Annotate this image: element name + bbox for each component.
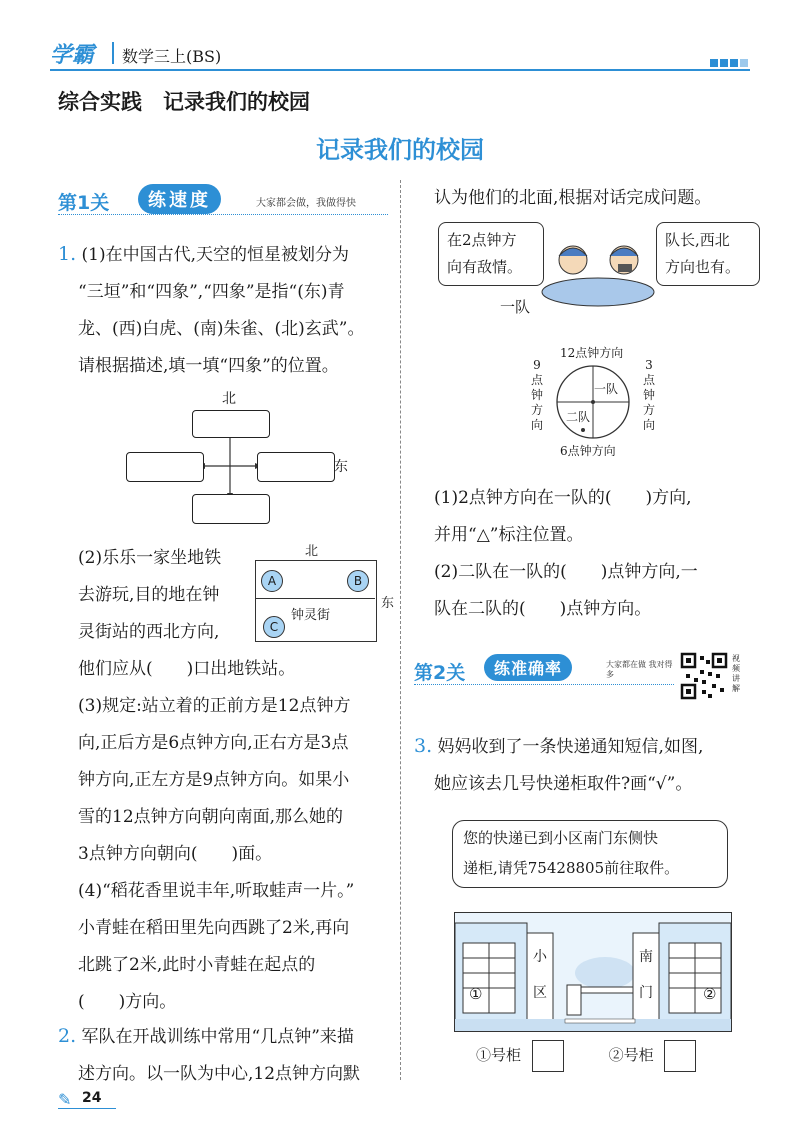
q1-p4-line-2: 北跳了2米,此时小青蛙在起点的 bbox=[78, 955, 316, 975]
center-title: 记录我们的校园 bbox=[316, 136, 484, 164]
q1-p4-line-3: ( )方向。 bbox=[78, 992, 177, 1012]
map-exit-b: B bbox=[347, 570, 369, 592]
brand-logo bbox=[50, 38, 94, 69]
footer-rule bbox=[58, 1108, 116, 1109]
q2-sub-line-0: (1)2点钟方向在一队的( )方向, bbox=[434, 488, 692, 508]
clock-right-label: 3 点 钟 方 向 bbox=[642, 358, 655, 432]
q1-p4-line-1: 小青蛙在稻田里先向西跳了2米,再向 bbox=[78, 918, 350, 938]
clock-circle bbox=[548, 362, 638, 442]
community-gate-illustration bbox=[454, 912, 732, 1032]
soldiers-illustration bbox=[538, 230, 658, 310]
q1-p3-line-2: 钟方向,正左方是9点钟方向。如果小 bbox=[78, 770, 350, 790]
map-street-label: 钟灵街 bbox=[291, 608, 331, 623]
choice2-box[interactable] bbox=[664, 1040, 696, 1072]
header-subject: 数学三上(BS) bbox=[122, 47, 222, 66]
page-number: 24 bbox=[82, 1090, 102, 1106]
subway-map bbox=[255, 540, 395, 650]
q3-number: 3. bbox=[414, 735, 433, 757]
q1-p3-line-1: 向,正后方是6点钟方向,正右方是3点 bbox=[78, 733, 349, 753]
sms-message-box bbox=[452, 820, 728, 888]
sms-line-0: 您的快递已到小区南门东侧快 bbox=[463, 829, 659, 847]
gate-scene bbox=[455, 913, 731, 1031]
q1-p2-line-0: (2)乐乐一家坐地铁 bbox=[78, 548, 222, 568]
choice1-label: ①号柜 bbox=[476, 1046, 522, 1064]
map-north-label: 北 bbox=[305, 544, 319, 559]
stage1-underline bbox=[58, 214, 388, 215]
clock-bottom-label: 6点钟方向 bbox=[560, 444, 616, 458]
clock-direction-diagram bbox=[520, 344, 670, 459]
q1-p3-line-3: 雪的12点钟方向朝向南面,那么她的 bbox=[78, 807, 344, 827]
q2-sub-line-2: (2)二队在一队的( )点钟方向,一 bbox=[434, 562, 698, 582]
q3-line-0: 3. 妈妈收到了一条快递通知短信,如图, bbox=[414, 735, 704, 757]
q1-part1 bbox=[58, 236, 398, 385]
map-street-line bbox=[255, 598, 375, 599]
answer-box-east[interactable] bbox=[257, 452, 335, 482]
stage1-slogan: 大家都会做，我做得快 bbox=[256, 198, 356, 209]
stage1-label: 第1关 bbox=[58, 192, 110, 214]
choice1-box[interactable] bbox=[532, 1040, 564, 1072]
clock-top-label: 12点钟方向 bbox=[560, 346, 624, 360]
gate-right-sign: 南 门 bbox=[639, 949, 653, 1001]
locker2-mark: ② bbox=[703, 985, 717, 1003]
answer-box-south[interactable] bbox=[192, 494, 270, 524]
footer bbox=[58, 1086, 118, 1110]
q1-p2-line-3: 他们应从( )口出地铁站。 bbox=[78, 659, 296, 679]
q1-p2-line-2: 灵街站的西北方向, bbox=[78, 622, 220, 642]
q2-sub-line-1: 并用“△”标注位置。 bbox=[434, 525, 584, 545]
q2-subquestions bbox=[434, 480, 764, 628]
stage2-underline bbox=[414, 684, 674, 685]
compass-north-label: 北 bbox=[222, 391, 236, 407]
header-rule bbox=[50, 69, 750, 71]
answer-box-north[interactable] bbox=[192, 410, 270, 438]
q1-line-0: 1. (1)在中国古代,天空的恒星被划分为 bbox=[58, 243, 350, 265]
q1-part3 bbox=[78, 688, 398, 1021]
q1-line-1: “三垣”和“四象”,“四象”是指“(东)青 bbox=[78, 282, 345, 302]
map-east-label: 东 bbox=[381, 596, 395, 611]
clock-team2-label: 二队 bbox=[566, 410, 591, 424]
team-dialogue bbox=[438, 222, 748, 318]
q2-line-1: 述方向。以一队为中心,12点钟方向默 bbox=[78, 1064, 361, 1084]
speech-bubble-left: 在2点钟方 向有敌情。 bbox=[438, 222, 544, 286]
clock-left-label: 9 点 钟 方 向 bbox=[530, 358, 543, 432]
page-title: 综合实践 记录我们的校园 bbox=[58, 90, 310, 114]
q3-choices bbox=[476, 1040, 736, 1072]
brand-text: 学霸 bbox=[50, 43, 95, 68]
stage2-header bbox=[414, 652, 754, 702]
map-exit-c: C bbox=[263, 616, 285, 638]
q3-line-1: 她应该去几号快递柜取件?画“√”。 bbox=[434, 774, 693, 794]
four-symbols-diagram bbox=[120, 388, 380, 528]
compass-east-label: 东 bbox=[334, 459, 348, 475]
team1-caption: 一队 bbox=[500, 298, 531, 316]
q2-sub-line-3: 队在二队的( )点钟方向。 bbox=[434, 599, 652, 619]
header-decor-squares bbox=[710, 52, 748, 71]
header-bar bbox=[50, 38, 750, 70]
speech-bubble-right: 队长,西北 方向也有。 bbox=[656, 222, 760, 286]
q1-line-2: 龙、(西)白虎、(南)朱雀、(北)玄武”。 bbox=[78, 319, 365, 339]
clock-team1-label: 一队 bbox=[594, 382, 619, 396]
q3-text bbox=[414, 728, 764, 803]
q2-left bbox=[58, 1018, 398, 1093]
q2-line-0: 2. 军队在开战训练中常用“几点钟”来描 bbox=[58, 1025, 354, 1047]
q1-number: 1. bbox=[58, 243, 77, 265]
answer-box-west[interactable] bbox=[126, 452, 204, 482]
stage2-label: 第2关 bbox=[414, 662, 466, 684]
q2-right-intro: 认为他们的北面,根据对话完成问题。 bbox=[434, 188, 712, 208]
stage1-pill: 练速度 bbox=[138, 184, 221, 214]
qr-label: 视频讲解 bbox=[732, 654, 740, 693]
map-exit-a: A bbox=[261, 570, 283, 592]
q1-p2-line-1: 去游玩,目的地在钟 bbox=[78, 585, 220, 605]
q1-p3-line-0: (3)规定:站立着的正前方是12点钟方 bbox=[78, 696, 351, 716]
sms-line-1: 递柜,请凭75428805前往取件。 bbox=[463, 859, 680, 877]
stage2-slogan: 大家都在做 我对得多 bbox=[606, 660, 673, 679]
gate-left-sign: 小 区 bbox=[533, 949, 547, 1001]
header-divider bbox=[112, 42, 114, 64]
choice2-label: ②号柜 bbox=[608, 1046, 654, 1064]
column-divider bbox=[400, 180, 401, 1080]
stage1-header bbox=[58, 184, 388, 218]
pencil-icon: ✎ bbox=[58, 1090, 72, 1109]
q1-line-3: 请根据描述,填一填“四象”的位置。 bbox=[78, 356, 339, 376]
q1-p3-line-4: 3点钟方向朝向( )面。 bbox=[78, 844, 273, 864]
locker1-mark: ① bbox=[469, 985, 483, 1003]
q1-p4-line-0: (4)“稻花香里说丰年,听取蛙声一片。” bbox=[78, 881, 355, 901]
qr-code-icon[interactable] bbox=[680, 652, 728, 700]
stage2-pill: 练准确率 bbox=[484, 654, 572, 681]
q2-number: 2. bbox=[58, 1025, 77, 1047]
